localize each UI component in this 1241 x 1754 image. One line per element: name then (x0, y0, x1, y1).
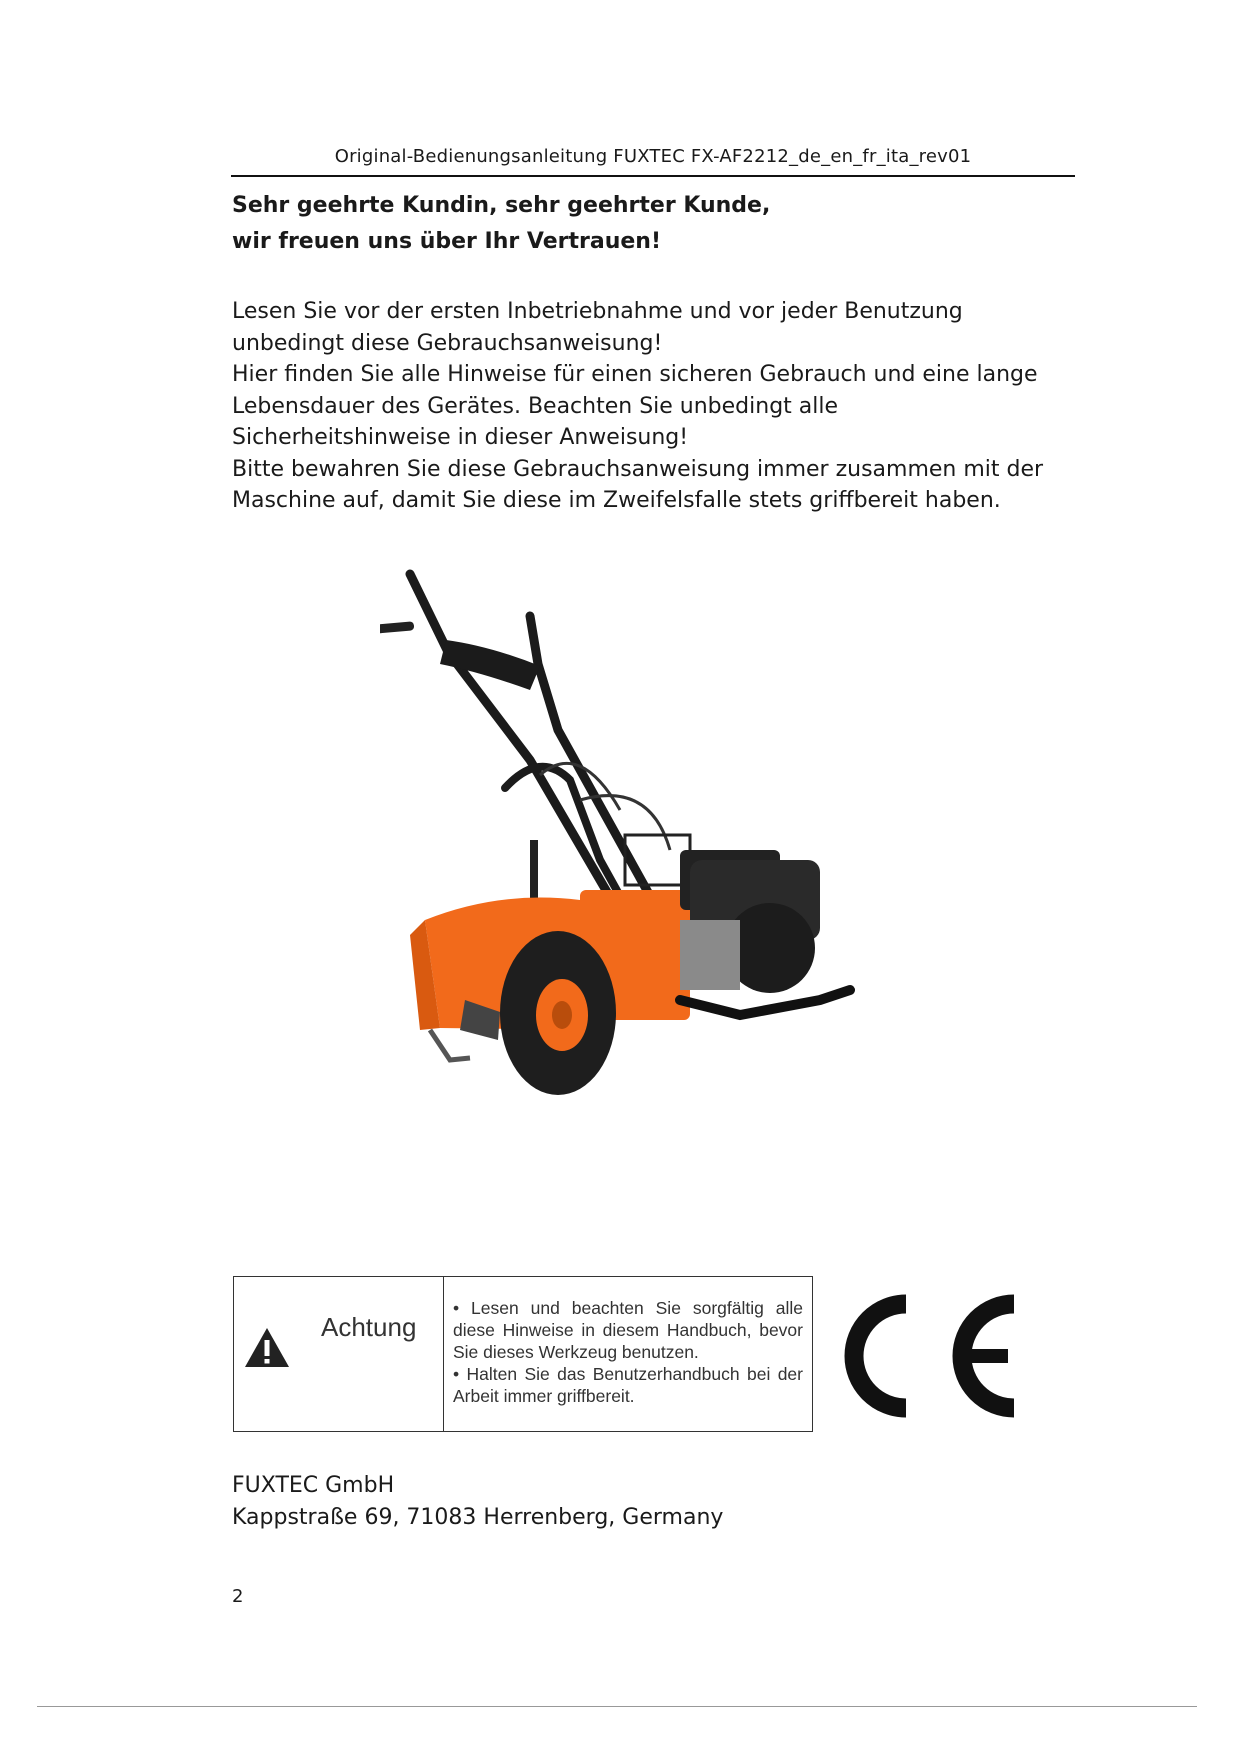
intro-text (232, 296, 1062, 517)
warning-label-cell (234, 1277, 444, 1431)
intro-paragraph-2: Hier finden Sie alle Hinweise für einen sicheren Gebrauch und eine lange Lebensdauer des Gerätes. Beachten Sie unbedingt alle Sicherheitshinweise in dieser Anweisung! (232, 362, 1038, 450)
greeting-line-2: wir freuen uns über Ihr Vertrauen! (232, 229, 661, 254)
document-header: Original-Bedienungsanleitung FUXTEC FX-AF2212_de_en_fr_ita_rev01 (334, 146, 972, 167)
intro-paragraph-1: Lesen Sie vor der ersten Inbetriebnahme und vor jeder Benutzung unbedingt diese Gebrauchsanweisung! (232, 299, 963, 356)
company-address: Kappstraße 69, 71083 Herrenberg, Germany (232, 1505, 724, 1530)
header-divider (231, 175, 1075, 177)
page-number: 2 (232, 1586, 244, 1607)
greeting-line-1: Sehr geehrte Kundin, sehr geehrter Kunde, (232, 193, 771, 218)
warning-text-cell (444, 1277, 812, 1431)
intro-paragraph-3: Bitte bewahren Sie diese Gebrauchsanweisung immer zusammen mit der Maschine auf, damit Sie diese im Zweifelsfalle stets griffbereit haben. (232, 456, 1044, 513)
company-name: FUXTEC GmbH (232, 1473, 395, 1498)
warning-item-2: • Halten Sie das Benutzerhandbuch bei der Arbeit immer griffbereit. (453, 1364, 803, 1406)
footer-divider (37, 1706, 1197, 1707)
warning-item-1: • Lesen und beachten Sie sorgfältig alle diese Hinweise in diesem Handbuch, bevor Sie dieses Werkzeug benutzen. (453, 1298, 803, 1362)
warning-box (233, 1276, 813, 1432)
company-info (232, 1470, 723, 1534)
warning-triangle-icon (243, 1326, 291, 1369)
warning-title: Achtung (321, 1312, 417, 1342)
tiller-product-image (380, 560, 940, 1160)
ce-mark-icon (836, 1290, 1024, 1422)
